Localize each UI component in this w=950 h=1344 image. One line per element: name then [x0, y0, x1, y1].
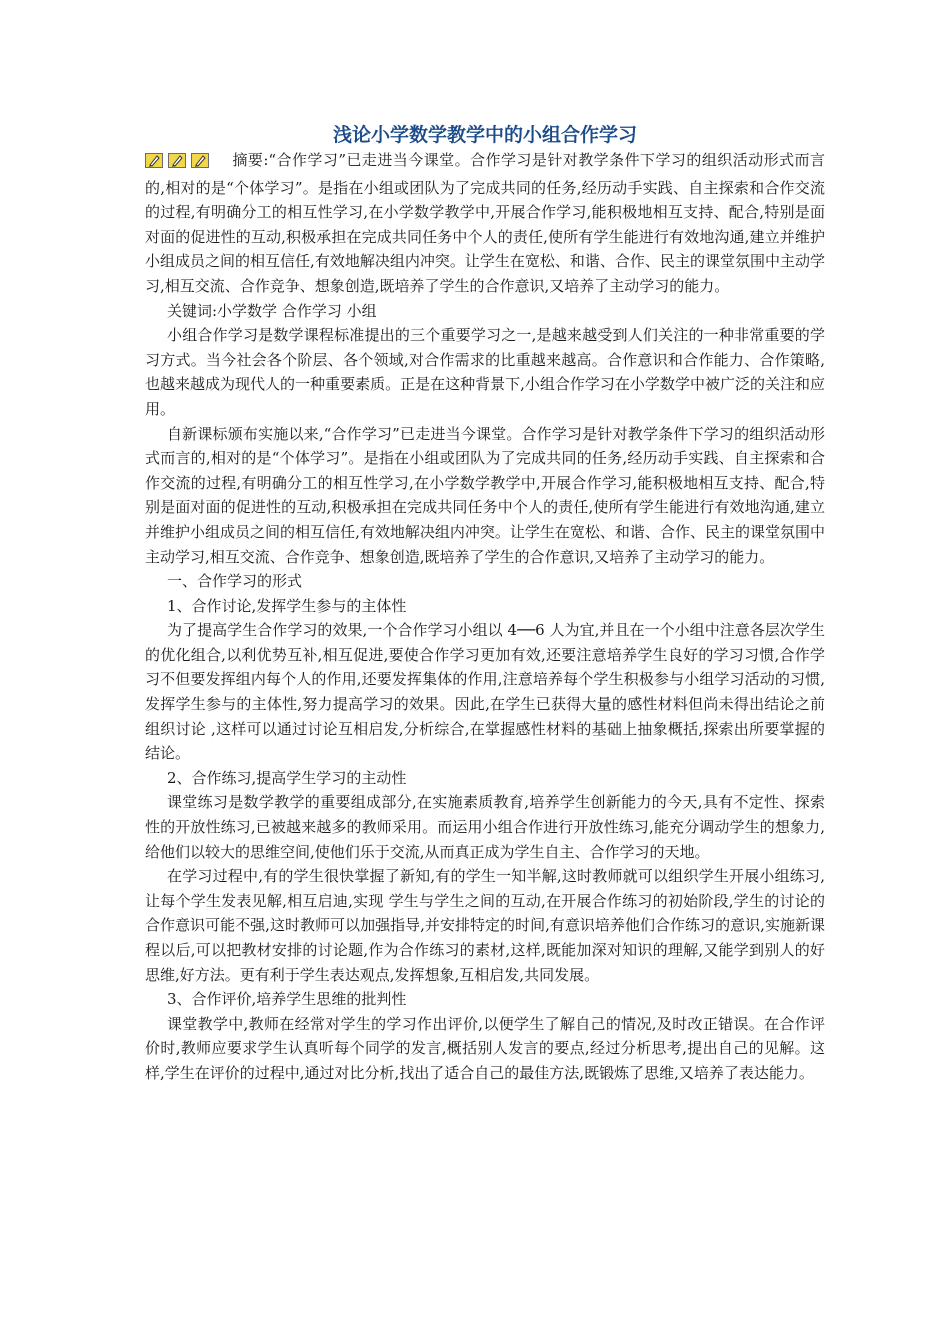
body-paragraph: 在学习过程中,有的学生很快掌握了新知,有的学生一知半解,这时教师就可以组织学生开展小组练习,让每个学生发表见解,相互启迪,实现 学生与学生之间的互动,在开展合作练习的初始阶段,学生的讨论的合作意识可能不强,这时教师可以加强指导,并安排特定的时间,有意识培养他们合作练习的意识,实施新课程以后,可以把教材安排的讨论题,作为合作练习的素材,这样,既能加深对知识的理解,又能学到别人的好思维,好方法。更有利于学生表达观点,发挥想象,互相启发,共同发展。	[145, 867, 825, 984]
body-paragraph: 课堂教学中,教师在经常对学生的学习作出评价,以便学生了解自己的情况,及时改正错误。在合作评价时,教师应要求学生认真听每个同学的发言,概括别人发言的要点,经过分析思考,提出自己的见解。这样,学生在评价的过程中,通过对比分析,找出了适合自己的最佳方法,既锻炼了思维,又培养了表达能力。	[145, 1014, 825, 1082]
body-paragraph: 为了提高学生合作学习的效果,一个合作学习小组以 4──6 人为宜,并且在一个小组中注意各层次学生的优化组合,以利优势互补,相互促进,要使合作学习更加有效,还要注意培养学生良好的学习习惯,合作学习不但要发挥组内每个人的作用,还要发挥集体的作用,注意培养每个学生积极参与小组学习活动的习惯,发挥学生参与的主体性,努力提高学习的效果。因此,在学生已获得大量的感性材料但尚未得出结论之前组织讨论 ,这样可以通过讨论互相启发,分析综合,在掌握感性材料的基础上抽象概括,探索出所要掌握的结论。	[145, 621, 825, 763]
body-paragraph: 小组合作学习是数学课程标准提出的三个重要学习之一,是越来越受到人们关注的一种非常重要的学习方式。当今社会各个阶层、各个领域,对合作需求的比重越来越高。合作意识和合作能力、合作策略,也越来越成为现代人的一种重要素质。正是在这种背景下,小组合作学习在小学数学中被广泛的关注和应用。	[145, 326, 825, 418]
abstract-paragraph	[145, 148, 825, 299]
keywords-line: 关键词:小学数学 合作学习 小组	[167, 301, 377, 320]
document-title: 浅论小学数学教学中的小组合作学习	[332, 124, 637, 146]
pencil-icon	[168, 153, 186, 168]
section-heading: 一、合作学习的形式	[167, 572, 303, 591]
icon-group	[145, 151, 214, 176]
document-page	[145, 122, 825, 1086]
body-paragraph: 自新课标颁布实施以来,“合作学习”已走进当今课堂。合作学习是针对教学条件下学习的组织活动形式而言的,相对的是“个体学习”。是指在小组或团队为了完成共同的任务,经历动手实践、自主探索和合作交流的过程,有明确分工的相互性学习,在小学数学教学中,开展合作学习,能积极地相互支持、配合,特别是面对面的促进性的互动,积极承担在完成共同任务中个人的责任,使所有学生能进行有效地沟通,建立并维护小组成员之间的相互信任,有效地解决组内冲突。让学生在宽松、和谐、合作、民主的课堂氛围中主动学习,相互交流、合作竞争、想象创造,既培养了学生的合作意识,又培养了主动学习的能力。	[145, 424, 825, 566]
pencil-icon	[145, 153, 163, 168]
subsection-heading: 1、合作讨论,发挥学生参与的主体性	[167, 596, 407, 615]
pencil-icon	[191, 153, 209, 168]
body-paragraph: 课堂练习是数学教学的重要组成部分,在实施素质教育,培养学生创新能力的今天,具有不定性、探索性的开放性练习,已被越来越多的教师采用。而运用小组合作进行开放性练习,能充分调动学生的想象力,给他们以较大的思维空间,使他们乐于交流,从而真正成为学生自主、合作学习的天地。	[145, 793, 825, 861]
subsection-heading: 2、合作练习,提高学生学习的主动性	[167, 768, 407, 787]
subsection-heading: 3、合作评价,培养学生思维的批判性	[167, 990, 407, 1009]
abstract-text: 摘要:“合作学习”已走进当今课堂。合作学习是针对教学条件下学习的组织活动形式而言的,相对的是“个体学习”。是指在小组或团队为了完成共同的任务,经历动手实践、自主探索和合作交流的过程,有明确分工的相互性学习,在小学数学教学中,开展合作学习,能积极地相互支持、配合,特别是面对面的促进性的互动,积极承担在完成共同任务中个人的责任,使所有学生能进行有效地沟通,建立并维护小组成员之间的相互信任,有效地解决组内冲突。让学生在宽松、和谐、合作、民主的课堂氛围中主动学习,相互交流、合作竞争、想象创造,既培养了学生的合作意识,又培养了主动学习的能力。	[145, 151, 825, 295]
